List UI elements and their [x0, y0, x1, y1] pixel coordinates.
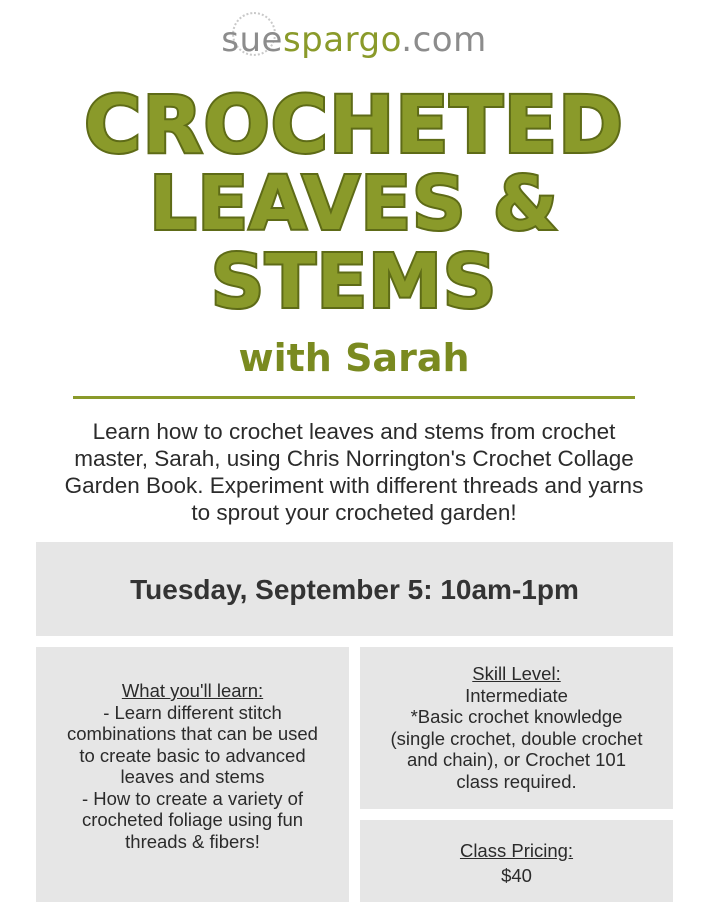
- skill-line: (single crochet, double crochet: [390, 727, 643, 749]
- learn-heading: What you'll learn:: [121, 680, 264, 701]
- learn-line: - Learn different stitch: [103, 701, 282, 723]
- skill-content: [360, 663, 673, 792]
- price-value: $40: [501, 864, 532, 886]
- logo-sue: sue: [221, 20, 283, 60]
- learn-line: to create basic to advanced: [79, 744, 306, 766]
- learn-line: leaves and stems: [120, 766, 265, 787]
- learn-line: - How to create a variety of: [81, 787, 304, 809]
- learn-line: threads & fibers!: [125, 830, 260, 852]
- description: Learn how to crochet leaves and stems from crochet master, Sarah, using Chris Norrington's Crochet Collage Garden Book. Experiment with different threads and yarns to sprout your crocheted garden!: [64, 419, 644, 525]
- skill-heading: Skill Level:: [472, 663, 561, 684]
- learn-content: [36, 680, 349, 852]
- site-logo: [0, 20, 708, 60]
- skill-line: *Basic crochet knowledge: [410, 706, 623, 727]
- pricing-content: [360, 840, 673, 886]
- title-line-1: CROCHETED: [84, 81, 624, 171]
- logo-spargo: spargo: [282, 20, 402, 60]
- title-line-2: LEAVES &: [149, 161, 559, 247]
- logo-dotcom: .com: [401, 20, 487, 60]
- skill-line: class required.: [456, 770, 577, 792]
- pricing-heading: Class Pricing:: [459, 840, 574, 861]
- learn-line: combinations that can be used: [67, 723, 318, 744]
- subtitle: with Sarah: [238, 336, 470, 380]
- class-date: Tuesday, September 5: 10am-1pm: [130, 574, 579, 605]
- skill-line: and chain), or Crochet 101: [406, 749, 627, 770]
- skill-line: Intermediate: [465, 684, 568, 706]
- divider: [73, 396, 635, 399]
- title-line-3: STEMS: [210, 239, 498, 325]
- learn-line: crocheted foliage using fun: [81, 809, 304, 830]
